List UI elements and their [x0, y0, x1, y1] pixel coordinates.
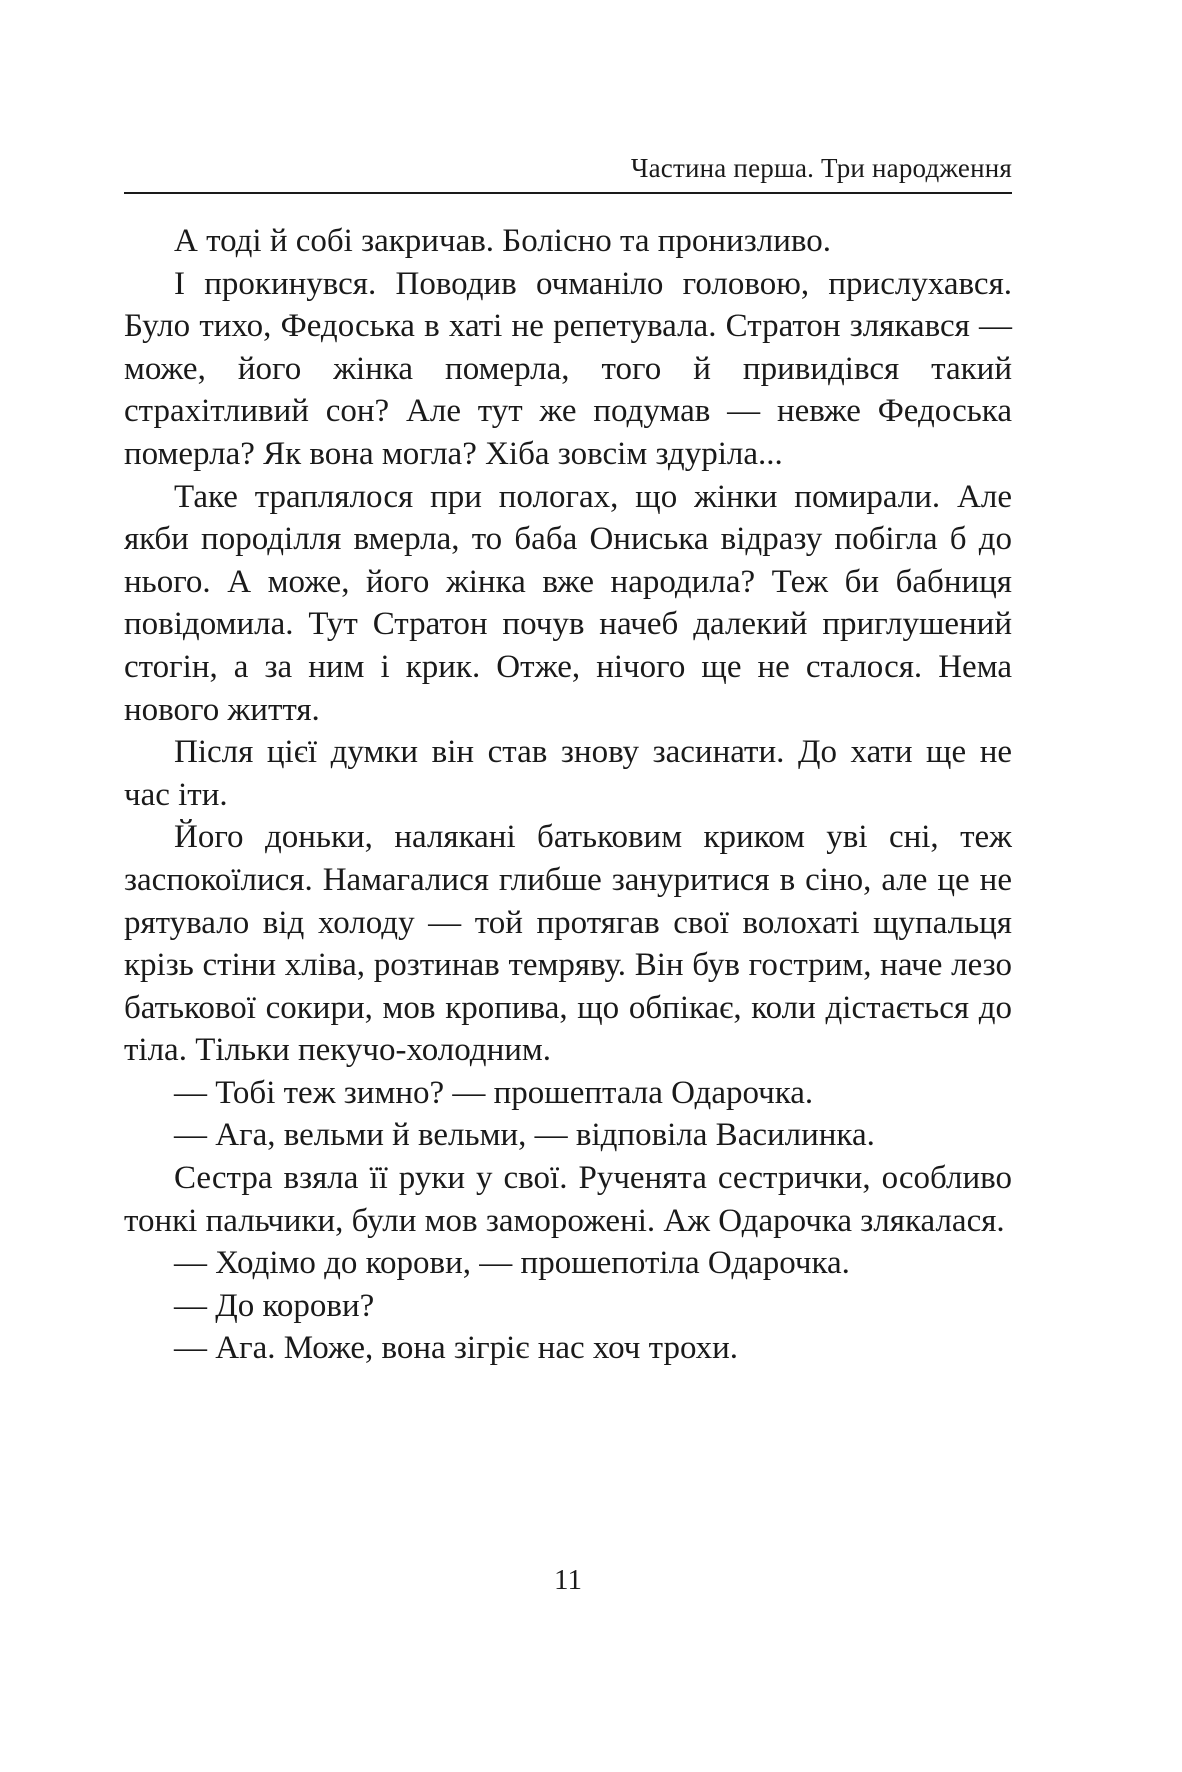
running-header: Частина перша. Три народження	[630, 153, 1012, 183]
dialogue-line: — Ходімо до корови, — прошепотіла Одарочка.	[174, 1245, 850, 1282]
dialogue-line: — До корови?	[174, 1287, 375, 1324]
paragraph: І прокинувся. Поводив очманіло головою, прислухався. Було тихо, Федоська в хаті не репетувала. Стратон злякався — може, його жінка померла, того й привидівся такий страхітливий сон? Але тут же подумав — невже Федоська померла? Як вона могла? Хіба зовсім здуріла...	[124, 265, 1012, 472]
dialogue-line: — Ага, вельми й вельми, — відповіла Василинка.	[174, 1117, 875, 1154]
header-rule	[124, 192, 1012, 194]
dialogue-line: — Тобі теж зимно? — прошептала Одарочка.	[174, 1074, 814, 1111]
dialogue-line: — Ага. Може, вона зігріє нас хоч трохи.	[174, 1330, 739, 1367]
paragraph: Таке траплялося при пологах, що жінки помирали. Але якби породілля вмерла, то баба Ониська відразу побігла б до нього. А може, його жінка вже народила? Теж би бабниця повідомила. Тут Стратон почув начеб далекий приглушений стогін, а за ним і крик. Отже, нічого ще не сталося. Нема нового життя.	[124, 478, 1012, 728]
paragraph: Його доньки, налякані батьковим криком уві сні, теж заспокоїлися. Намагалися глибше зануритися в сіно, але це не рятувало від холоду — той протягав свої волохаті щупальця крізь стіни хліва, розтинав темряву. Він був гострим, наче лезо батькової сокири, мов кропива, що обпікає, коли дістається до тіла. Тільки пекучо-холодним.	[124, 819, 1012, 1069]
page-number: 11	[554, 1564, 582, 1596]
body-text	[124, 220, 1012, 1370]
paragraph: А тоді й собі закричав. Болісно та пронизливо.	[174, 223, 831, 259]
paragraph: Сестра взяла її руки у свої. Рученята сестрички, особливо тонкі пальчики, були мов заморожені. Аж Одарочка злякалася.	[124, 1160, 1012, 1239]
paragraph: Після цієї думки він став знову засинати. До хати ще не час іти.	[124, 734, 1012, 813]
